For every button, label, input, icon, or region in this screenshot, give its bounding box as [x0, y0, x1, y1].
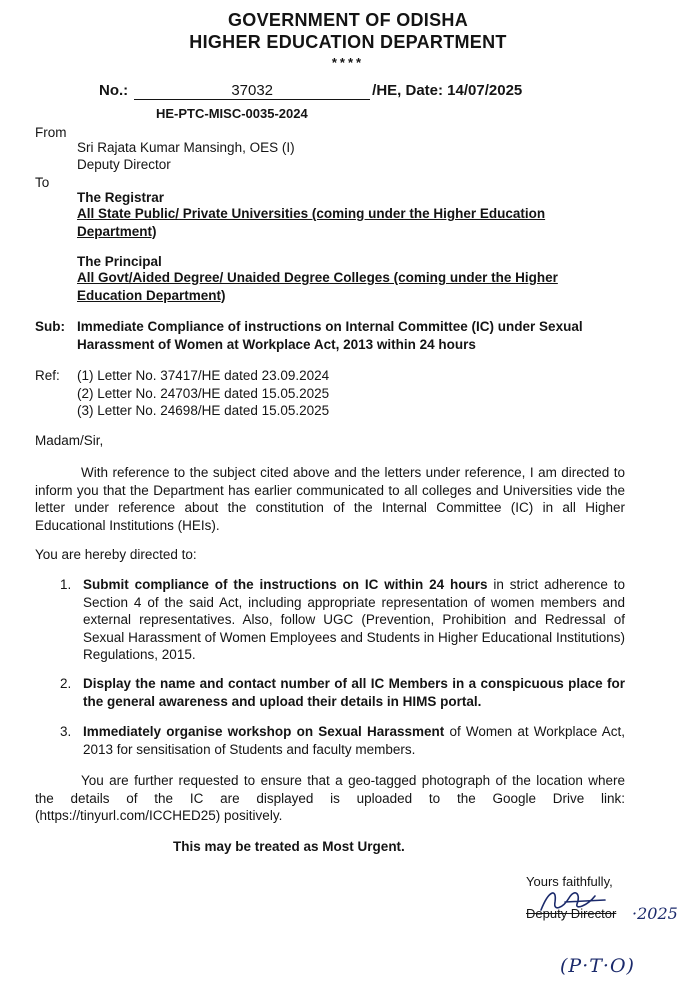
directive-bold: Submit compliance of the instructions on IC within 24 hours — [83, 577, 488, 592]
pto-note: (P·T·O) — [560, 955, 635, 977]
directive-item-2 — [60, 675, 625, 710]
reference-item: (3) Letter No. 24698/HE dated 15.05.2025 — [77, 403, 330, 418]
letter-number: 37032 — [134, 82, 370, 100]
directive-item-3 — [60, 723, 625, 758]
subject-text: Immediate Compliance of instructions on Internal Committee (IC) under Sexual Harassment of Women at Workplace Act, 2013 within 24 hours — [77, 319, 583, 352]
header-government: GOVERNMENT OF ODISHA — [227, 10, 468, 30]
ref-label: Ref: — [35, 368, 60, 383]
further-paragraph — [35, 772, 625, 825]
addressee-principal-detail: All Govt/Aided Degree/ Unaided Degree Colleges (coming under the Higher Education Department) — [77, 270, 558, 303]
number-date: /HE, Date: 14/07/2025 — [372, 82, 523, 99]
from-designation: Deputy Director — [77, 157, 171, 172]
reference-list — [77, 367, 329, 420]
addressee-registrar-title: The Registrar — [77, 190, 165, 205]
intro-paragraph — [35, 464, 625, 534]
urgent-note: This may be treated as Most Urgent. — [173, 839, 405, 854]
subject-label: Sub: — [35, 319, 65, 334]
directive-number: 2. — [60, 676, 72, 691]
header-stars: **** — [331, 55, 365, 70]
header-department: HIGHER EDUCATION DEPARTMENT — [189, 32, 507, 52]
to-label: To — [35, 175, 50, 190]
directive-item-1 — [60, 576, 625, 664]
addressee-registrar-detail: All State Public/ Private Universities (coming under the Higher Education Department) — [77, 206, 546, 239]
handwritten-date: ·2025 — [632, 904, 678, 923]
from-name: Sri Rajata Kumar Mansingh, OES (I) — [77, 140, 295, 155]
directive-bold: Immediately organise workshop on Sexual Harassment — [83, 724, 445, 739]
letter-number-row — [99, 82, 522, 100]
addressee-principal-title: The Principal — [77, 254, 162, 269]
directive-number: 1. — [60, 577, 72, 592]
directive-rest: of Women at Workplace Act, 2013 for sensitisation of Students and faculty members. — [83, 724, 626, 757]
signatory-designation: Deputy Director — [526, 906, 617, 921]
directive-rest: in strict adherence to Section 4 of the said Act, including appropriate representation of women members and external representatives. Also, follow UGC (Prevention, Prohibition and Redressal of Sexual Harassment of Women Employees and Students in Higher Educational Institutions) Regulations, 2015. — [83, 577, 625, 662]
intro-paragraph-text: With reference to the subject cited above and the letters under reference, I am directed to inform you that the Department has earlier communicated to all colleges and Universities vide the letter under reference about the constitution of the Internal Committee (IC) in all Higher Educational Institutions (HEIs). — [35, 465, 625, 533]
further-paragraph-text: You are further requested to ensure that a geo-tagged photograph of the location where the details of the IC are displayed is uploaded to the Google Drive link:(https://tinyurl.com/ICCHED25) positively. — [35, 773, 625, 823]
closing-yours-faithfully: Yours faithfully, — [526, 874, 613, 889]
reference-item: (1) Letter No. 37417/HE dated 23.09.2024 — [77, 368, 330, 383]
directive-number: 3. — [60, 724, 72, 739]
file-code: HE-PTC-MISC-0035-2024 — [156, 106, 308, 121]
salutation: Madam/Sir, — [35, 433, 104, 448]
directive-bold: Display the name and contact number of all IC Members in a conspicuous place for the general awareness and upload their details in HIMS portal. — [83, 676, 625, 709]
directive-lead: You are hereby directed to: — [35, 547, 197, 562]
from-label: From — [35, 125, 67, 140]
number-label: No.: — [99, 82, 129, 99]
reference-item: (2) Letter No. 24703/HE dated 15.05.2025 — [77, 385, 330, 401]
